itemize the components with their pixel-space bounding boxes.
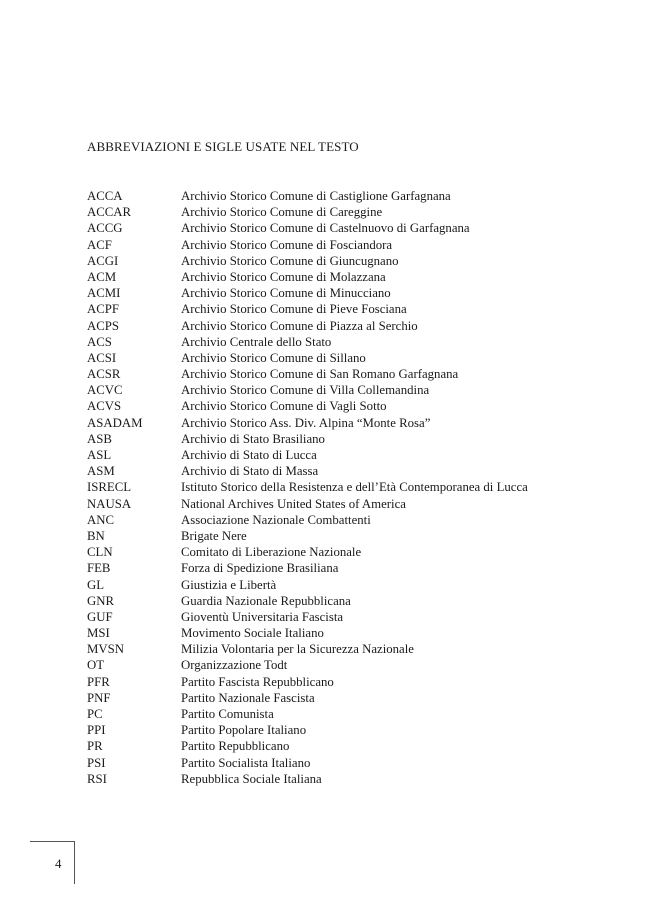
abbreviation-row bbox=[87, 609, 528, 625]
abbreviation-description: Archivio di Stato di Lucca bbox=[181, 448, 317, 462]
abbreviation-description: Brigate Nere bbox=[181, 528, 247, 543]
abbreviation-description: Partito Comunista bbox=[181, 707, 274, 721]
abbreviation-row bbox=[87, 593, 528, 609]
abbreviation-row bbox=[87, 512, 528, 528]
abbreviation-code: ACVC bbox=[87, 383, 123, 398]
abbreviation-row bbox=[87, 625, 528, 641]
abbreviation-row bbox=[87, 334, 528, 350]
abbreviation-row bbox=[87, 479, 528, 495]
abbreviation-row bbox=[87, 722, 528, 738]
abbreviation-code: ACM bbox=[87, 269, 117, 284]
abbreviation-code: ACCA bbox=[87, 189, 123, 203]
abbreviation-code: OT bbox=[87, 658, 105, 673]
abbreviation-description: Archivio di Stato di Massa bbox=[181, 464, 319, 479]
abbreviation-code: ACPF bbox=[87, 302, 120, 317]
abbreviation-description: Guardia Nazionale Repubblicana bbox=[181, 593, 351, 608]
abbreviation-row bbox=[87, 269, 528, 285]
abbreviation-code: PFR bbox=[87, 674, 110, 689]
abbreviation-description: Associazione Nazionale Combattenti bbox=[181, 512, 371, 527]
abbreviation-row bbox=[87, 706, 528, 722]
abbreviation-code: ACSR bbox=[87, 367, 121, 382]
abbreviation-row bbox=[87, 431, 528, 447]
abbreviation-description: Milizia Volontaria per la Sicurezza Nazionale bbox=[181, 642, 414, 657]
abbreviation-row bbox=[87, 657, 528, 673]
abbreviation-code: PC bbox=[87, 707, 103, 721]
abbreviation-row bbox=[87, 674, 528, 690]
abbreviation-description: Gioventù Universitaria Fascista bbox=[181, 609, 344, 624]
abbreviation-row bbox=[87, 285, 528, 301]
abbreviation-row bbox=[87, 528, 528, 544]
abbreviation-code: MVSN bbox=[87, 642, 124, 657]
abbreviation-code: ACS bbox=[87, 334, 112, 349]
corner-mark-vertical bbox=[74, 841, 75, 884]
abbreviation-code: GUF bbox=[87, 609, 113, 624]
abbreviation-row bbox=[87, 204, 528, 220]
abbreviation-description: Archivio Storico Comune di Minucciano bbox=[181, 286, 391, 301]
abbreviation-row bbox=[87, 382, 528, 398]
abbreviation-description: Comitato di Liberazione Nazionale bbox=[181, 545, 362, 560]
abbreviation-description: Archivio Storico Comune di Careggine bbox=[181, 205, 383, 220]
page-heading: ABBREVIAZIONI E SIGLE USATE NEL TESTO bbox=[87, 139, 359, 154]
page-number: 4 bbox=[55, 856, 62, 871]
abbreviation-description: Archivio Storico Comune di Vagli Sotto bbox=[181, 399, 387, 414]
abbreviation-description: Partito Repubblicano bbox=[181, 739, 290, 754]
abbreviation-code: BN bbox=[87, 528, 105, 543]
abbreviation-description: Archivio Storico Comune di Castelnuovo di Garfagnana bbox=[181, 221, 470, 236]
abbreviation-description: Repubblica Sociale Italiana bbox=[181, 771, 322, 786]
abbreviation-code: PNF bbox=[87, 690, 111, 705]
abbreviation-code: ACVS bbox=[87, 399, 122, 414]
abbreviation-row bbox=[87, 496, 528, 512]
abbreviation-description: Partito Popolare Italiano bbox=[181, 723, 307, 738]
abbreviation-description: Archivio Centrale dello Stato bbox=[181, 334, 332, 349]
abbreviation-row bbox=[87, 253, 528, 269]
abbreviation-description: National Archives United States of America bbox=[181, 496, 406, 511]
abbreviation-code: ACCAR bbox=[87, 205, 132, 220]
abbreviation-row bbox=[87, 415, 528, 431]
abbreviation-row bbox=[87, 463, 528, 479]
abbreviation-list bbox=[87, 188, 528, 787]
abbreviation-code: NAUSA bbox=[87, 496, 132, 511]
abbreviation-code: ACF bbox=[87, 237, 112, 252]
abbreviation-code: ASADAM bbox=[87, 415, 143, 430]
abbreviation-row bbox=[87, 301, 528, 317]
abbreviation-code: RSI bbox=[87, 771, 107, 786]
abbreviation-code: ISRECL bbox=[87, 480, 132, 495]
abbreviation-description: Archivio Storico Comune di Molazzana bbox=[181, 269, 386, 284]
abbreviation-code: ASL bbox=[87, 448, 112, 462]
abbreviation-row bbox=[87, 560, 528, 576]
abbreviation-code: GL bbox=[87, 577, 105, 592]
abbreviation-code: MSI bbox=[87, 626, 110, 641]
abbreviation-description: Archivio Storico Comune di Piazza al Serchio bbox=[181, 318, 418, 333]
abbreviation-row bbox=[87, 447, 528, 463]
abbreviation-row bbox=[87, 398, 528, 414]
abbreviation-row bbox=[87, 755, 528, 771]
abbreviation-description: Archivio Storico Comune di Fosciandora bbox=[181, 237, 393, 252]
abbreviation-code: ACCG bbox=[87, 221, 123, 236]
abbreviation-description: Giustizia e Libertà bbox=[181, 577, 277, 592]
abbreviation-row bbox=[87, 738, 528, 754]
abbreviation-row bbox=[87, 544, 528, 560]
abbreviation-code: ACPS bbox=[87, 318, 120, 333]
abbreviation-row bbox=[87, 771, 528, 787]
abbreviation-code: ACMI bbox=[87, 286, 121, 301]
abbreviation-code: PR bbox=[87, 739, 103, 754]
abbreviation-description: Partito Socialista Italiano bbox=[181, 755, 311, 770]
abbreviation-description: Organizzazione Todt bbox=[181, 658, 288, 673]
corner-mark-horizontal bbox=[30, 841, 75, 842]
abbreviation-description: Partito Fascista Repubblicano bbox=[181, 674, 334, 689]
abbreviation-code: ACSI bbox=[87, 350, 117, 365]
abbreviation-description: Archivio Storico Comune di Villa Collemandina bbox=[181, 383, 430, 398]
abbreviation-code: ASB bbox=[87, 431, 112, 446]
abbreviation-code: FEB bbox=[87, 561, 111, 576]
abbreviation-description: Archivio Storico Comune di Giuncugnano bbox=[181, 253, 399, 268]
abbreviation-row bbox=[87, 237, 528, 253]
abbreviation-code: PSI bbox=[87, 755, 106, 770]
abbreviation-code: ACGI bbox=[87, 253, 119, 268]
abbreviation-row bbox=[87, 366, 528, 382]
abbreviation-row bbox=[87, 350, 528, 366]
abbreviation-code: GNR bbox=[87, 593, 115, 608]
abbreviation-description: Archivio Storico Comune di Castiglione Garfagnana bbox=[181, 189, 451, 203]
abbreviation-description: Forza di Spedizione Brasiliana bbox=[181, 561, 339, 576]
abbreviation-row bbox=[87, 318, 528, 334]
abbreviation-row bbox=[87, 641, 528, 657]
abbreviation-description: Archivio di Stato Brasiliano bbox=[181, 431, 325, 446]
abbreviation-description: Archivio Storico Ass. Div. Alpina “Monte Rosa” bbox=[181, 415, 431, 430]
abbreviation-description: Istituto Storico della Resistenza e dell’Età Contemporanea di Lucca bbox=[181, 480, 528, 495]
abbreviation-code: CLN bbox=[87, 545, 113, 560]
abbreviation-code: ASM bbox=[87, 464, 115, 479]
abbreviation-description: Archivio Storico Comune di San Romano Garfagnana bbox=[181, 367, 459, 382]
abbreviation-description: Movimento Sociale Italiano bbox=[181, 626, 324, 641]
abbreviation-row bbox=[87, 188, 528, 204]
abbreviation-row bbox=[87, 690, 528, 706]
abbreviation-description: Partito Nazionale Fascista bbox=[181, 690, 315, 705]
abbreviation-description: Archivio Storico Comune di Pieve Fosciana bbox=[181, 302, 407, 317]
abbreviation-description: Archivio Storico Comune di Sillano bbox=[181, 350, 366, 365]
abbreviation-row bbox=[87, 577, 528, 593]
abbreviation-code: ANC bbox=[87, 512, 115, 527]
abbreviation-row bbox=[87, 220, 528, 236]
abbreviation-code: PPI bbox=[87, 723, 106, 738]
